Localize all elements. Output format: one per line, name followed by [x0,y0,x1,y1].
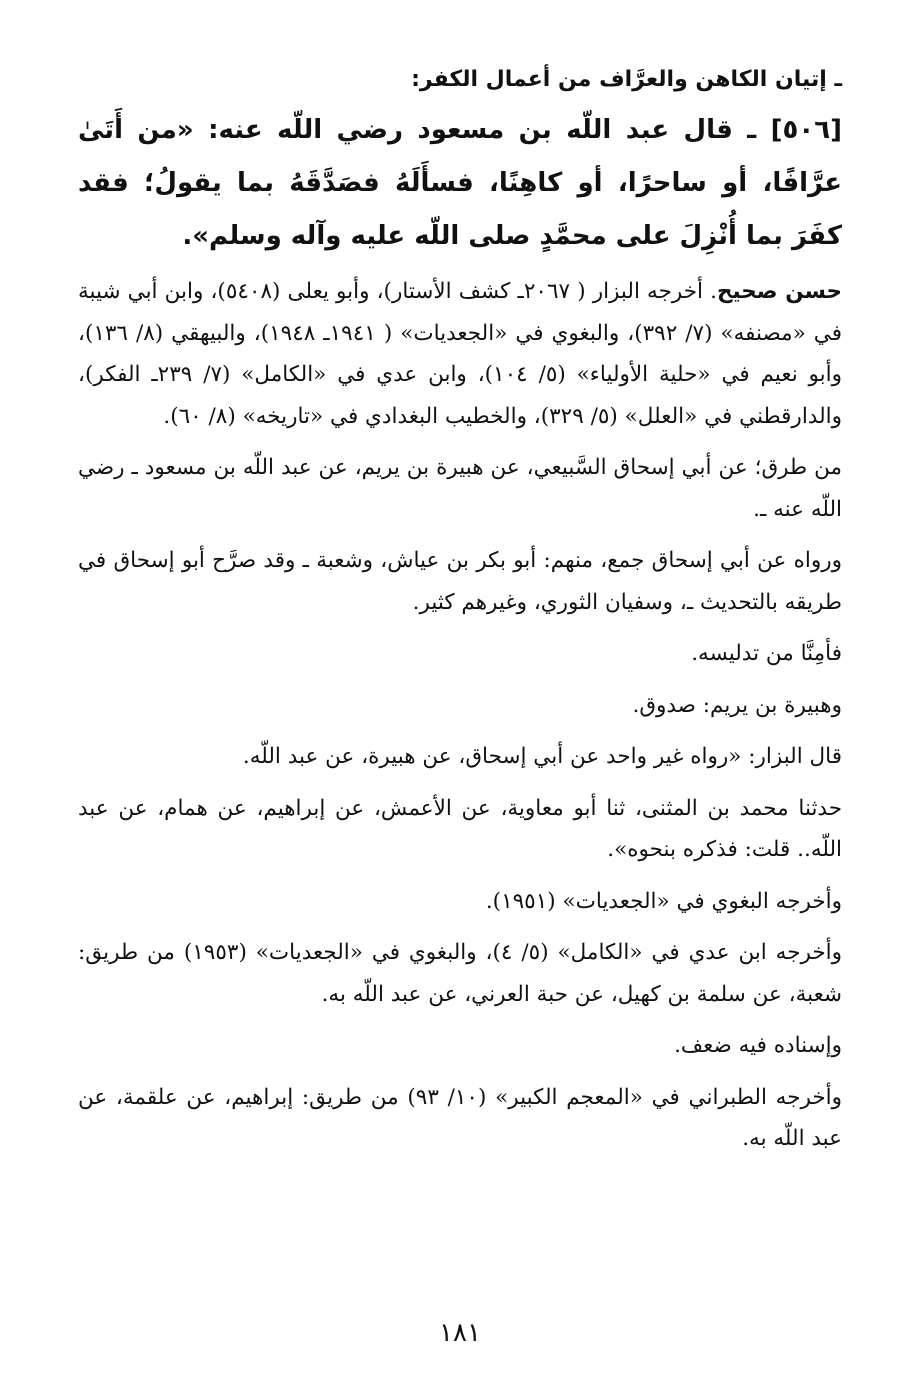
takhrij-text: . أخرجه البزار ( ٢٠٦٧ـ كشف الأستار)، وأبو يعلى (٥٤٠٨)، وابن أبي شيبة في «مصنفه» (٧/ ٣٩٢)، والبغوي في «الجعديات» ( ١٩٤١ـ ١٩٤٨)، والبيهقي (٨/ ١٣٦)، وأبو نعيم في «حلية الأولياء» (٥/ ١٠٤)، وابن عدي في «الكامل» (٧/ ٢٣٩ـ الفكر)، والدارقطني في «العلل» (٥/ ٣٢٩)، والخطيب البغدادي في «تاريخه» (٨/ ٦٠). [78,279,843,429]
bazzar-quote-paragraph: قال البزار: «رواه غير واحد عن أبي إسحاق، عن هبيرة، عن عبد اللّه. [242,744,842,769]
section-heading: ـ إتيان الكاهن والعرَّاف من أعمال الكفر: [411,67,842,92]
hadith-grade: حسن صحيح [716,279,843,304]
ibn-adi-paragraph: وأخرجه ابن عدي في «الكامل» (٥/ ٤)، والبغوي في «الجعديات» (١٩٥٣) من طريق: شعبة، عن سلمة بن كهيل، عن حبة العرني، عن عبد اللّه به. [78,940,843,1007]
narrator-grade-paragraph: وهبيرة بن يريم: صدوق. [632,692,842,718]
page-body [78,62,842,1170]
hadith-text: [٥٠٦] ـ قال عبد اللّه بن مسعود رضي اللّه عنه: «من أَتَىٰ عرَّافًا، أو ساحرًا، أو كاهِنًا، فسأَلَهُ فصَدَّقَهُ بما يقولُ؛ فقد كفَرَ بما أُنْزِلَ على محمَّدٍ صلى اللّه عليه وآله وسلم». [78,115,842,251]
narrators-paragraph: ورواه عن أبي إسحاق جمع، منهم: أبو بكر بن عياش، وشعبة ـ وقد صرَّح أبو إسحاق في طريقه بالتحديث ـ، وسفيان الثوري، وغيرهم كثير. [78,548,842,615]
tadlis-paragraph: فأمِنَّا من تدليسه. [691,641,842,666]
isnad-paragraph: حدثنا محمد بن المثنى، ثنا أبو معاوية، عن الأعمش، عن إبراهيم، عن همام، عن عبد اللّه.. قلت: فذكره بنحوه». [78,795,842,862]
takhrij-paragraph [78,271,842,437]
baghawi-paragraph: وأخرجه البغوي في «الجعديات» (١٩٥١). [485,888,842,914]
page-number: ١٨١ [439,1318,481,1348]
weakness-paragraph: وإسناده فيه ضعف. [674,1033,842,1058]
tabarani-paragraph: وأخرجه الطبراني في «المعجم الكبير» (١٠/ ٩٣) من طريق: إبراهيم، عن علقمة، عن عبد اللّه به. [78,1084,843,1151]
chain-paragraph: من طرق؛ عن أبي إسحاق السَّبيعي، عن هبيرة بن يريم، عن عبد اللّه بن مسعود ـ رضي اللّه عنه ـ. [78,455,842,522]
